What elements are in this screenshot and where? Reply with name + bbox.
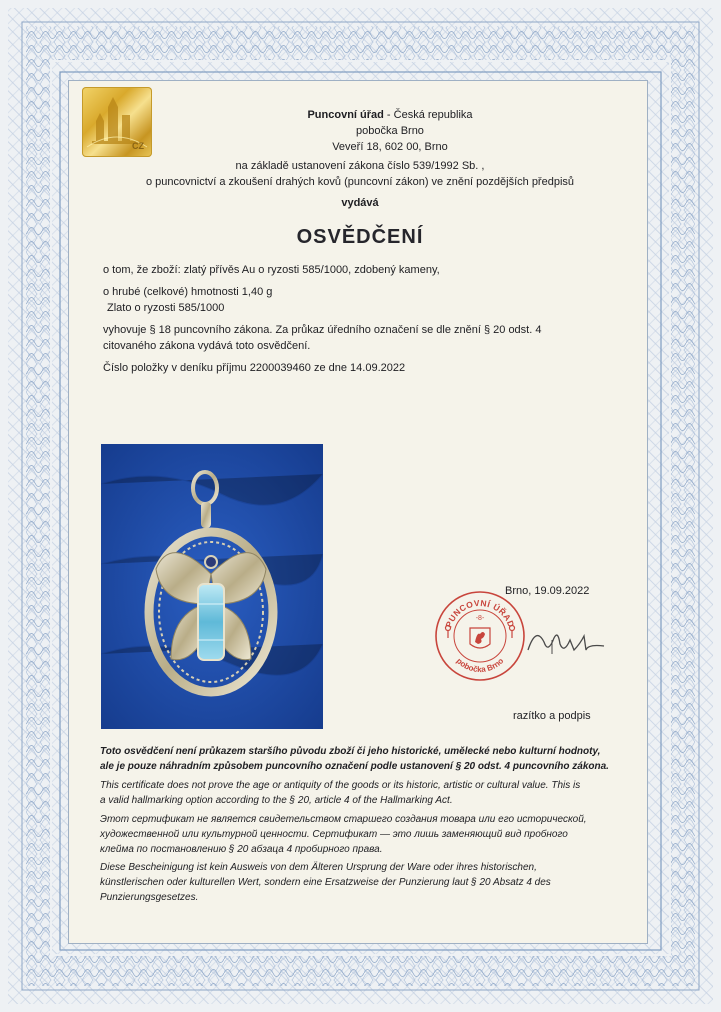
hologram-seal (82, 87, 152, 157)
signature (522, 620, 607, 665)
office-stamp (434, 590, 526, 682)
issues-label: vydává (341, 197, 379, 209)
legal-basis-line-2: o puncovnictví a zkoušení drahých kovů (puncovní zákon) ve znění pozdějších předpisů (145, 176, 575, 188)
signature-label: razítko a podpis (513, 710, 591, 722)
svg-text:pobočka Brno (455, 656, 506, 674)
stamp-number: -8- (475, 615, 485, 622)
legal-basis (110, 158, 610, 190)
item-description: o tom, že zboží: zlatý přívěs Au o ryzosti 585/1000, zdobený kameny, (103, 264, 440, 276)
disclaimer-cz-line-2: ale je pouze náhradním způsobem puncovního označení podle ustanovení § 20 odst. 4 puncovního zákona. (100, 761, 609, 772)
disclaimer-de-line-2: künstlerischen oder kulturellen Wert, sondern eine Ersatzweise der Punzierung laut § 20 Absatz 4 des (100, 877, 551, 888)
disclaimer-de (100, 860, 620, 905)
document-title: OSVĚDČENÍ (296, 226, 424, 248)
issuer-header (240, 107, 540, 155)
compliance-line-1: vyhovuje § 18 puncovního zákona. Za průkaz úředního označení se dle znění § 20 odst. 4 (103, 324, 542, 336)
disclaimer-de-line-1: Diese Bescheinigung ist kein Ausweis von dem Älteren Ursprung der Ware oder ihres historischen, (100, 862, 537, 873)
disclaimer-ru-line-3: клейма по постановлению § 20 абзаца 4 пробирного права. (100, 844, 383, 855)
issuer-address: Veveří 18, 602 00, Brno (332, 141, 448, 153)
stamp-top-text: PUNCOVNÍ ÚŘAD (443, 597, 517, 629)
compliance-line-2: citovaného zákona vydává toto osvědčení. (103, 340, 311, 352)
disclaimer-en-line-1: This certificate does not prove the age or antiquity of the goods or its historic, artistic or cultural value. This is (100, 780, 581, 791)
disclaimer-ru (100, 812, 620, 857)
issuer-name: Puncovní úřad - Česká republika (307, 109, 473, 121)
issuer-branch: pobočka Brno (356, 125, 424, 137)
item-weight: o hrubé (celkové) hmotnosti 1,40 g (103, 286, 273, 298)
place-date: Brno, 19.09.2022 (505, 585, 590, 597)
stamp-bottom-text: pobočka Brno (454, 656, 506, 675)
register-entry: Číslo položky v deníku příjmu 2200039460 ze dne 14.09.2022 (103, 362, 406, 374)
disclaimer-de-line-3: Punzierungsgesetzes. (100, 892, 199, 903)
hologram-country-code: CZ (132, 141, 144, 151)
item-photo (101, 444, 323, 729)
pendant-photo-icon (101, 444, 323, 729)
legal-basis-line-1: na základě ustanovení zákona číslo 539/1992 Sb. , (235, 160, 485, 172)
disclaimer-cz (100, 744, 620, 774)
disclaimer-cz-line-1: Toto osvědčení není průkazem staršího původu zboží či jeho historické, umělecké nebo kulturní hodnoty, (100, 746, 601, 757)
disclaimer-en (100, 778, 620, 808)
disclaimer-ru-line-1: Этот сертификат не является свидетельством старшего создания товара или его исторической, (100, 814, 587, 825)
svg-text:PUNCOVNÍ ÚŘAD (443, 598, 516, 629)
item-metal: Zlato o ryzosti 585/1000 (107, 302, 225, 314)
disclaimer-en-line-2: a valid hallmarking option according to the § 20, article 4 of the Hallmarking Act. (100, 795, 453, 806)
lion-emblem-icon (470, 628, 490, 648)
disclaimer-ru-line-2: художественной или культурной ценности. Сертификат — это лишь заменяющий вид пробного (100, 829, 568, 840)
